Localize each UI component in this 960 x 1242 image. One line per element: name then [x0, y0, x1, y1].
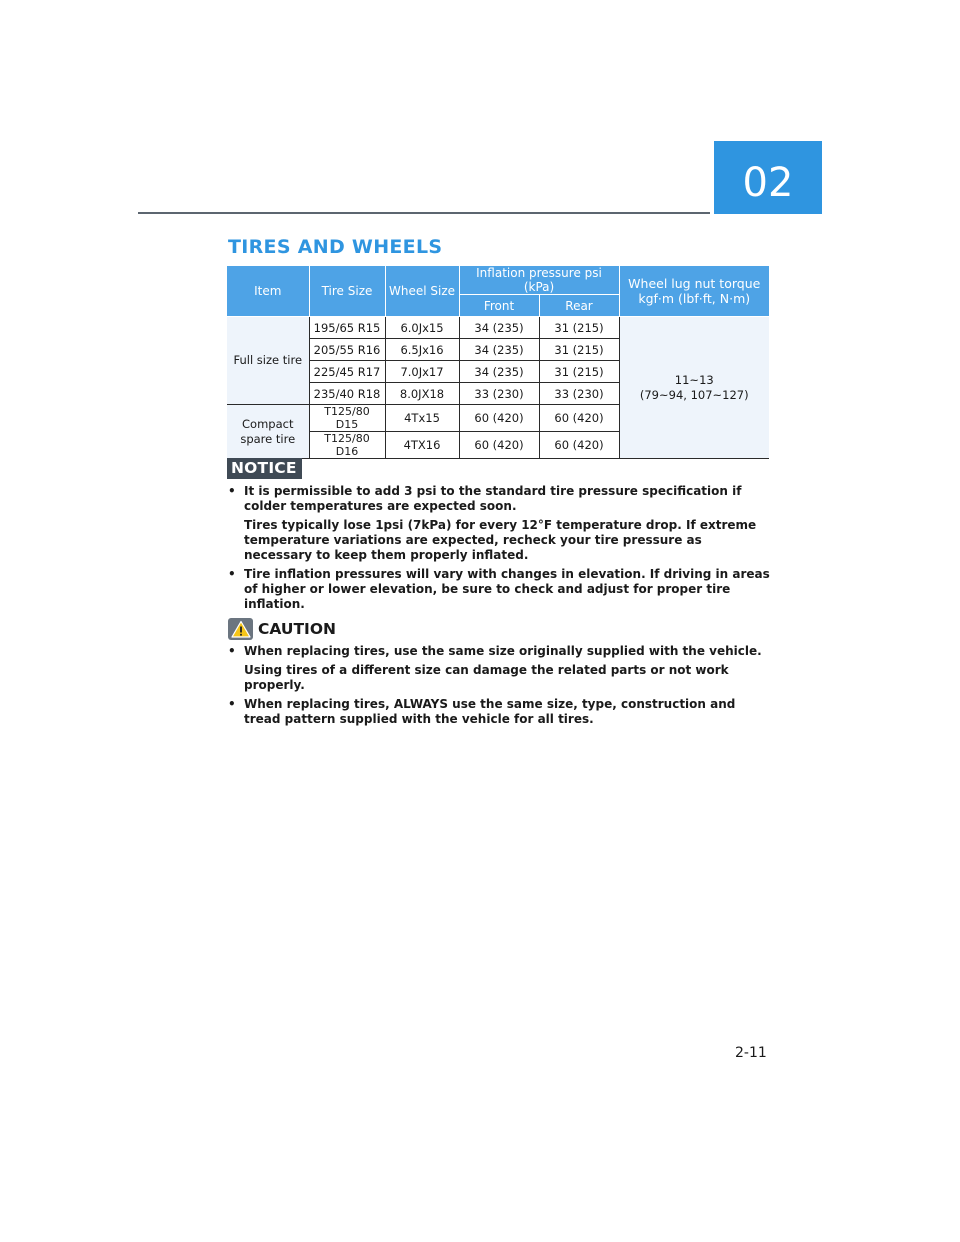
caution-text: When replacing tires, ALWAYS use the same size, type, construction and tread pattern supplied with the vehicle for all tires. — [244, 697, 736, 726]
caution-text: When replacing tires, use the same size originally supplied with the vehicle. — [244, 644, 762, 658]
cell-rear: 31 (215) — [539, 339, 619, 361]
cell-wheel: 6.5Jx16 — [385, 339, 459, 361]
cell-wheel: 6.0Jx15 — [385, 317, 459, 339]
cell-rear: 33 (230) — [539, 383, 619, 405]
cell-front: 60 (420) — [459, 405, 539, 432]
cell-rear: 60 (420) — [539, 405, 619, 432]
cell-wheel: 4Tx15 — [385, 405, 459, 432]
cell-tire: 235/40 R18 — [309, 383, 385, 405]
header-inflation: Inflation pressure psi (kPa) — [459, 266, 619, 295]
notice-text: It is permissible to add 3 psi to the standard tire pressure specification if colder temperatures are expected soon. — [244, 484, 742, 513]
cell-rear: 60 (420) — [539, 432, 619, 459]
bullet-dot: • — [228, 567, 236, 581]
notice-text-extra: Tires typically lose 1psi (7kPa) for every 12°F temperature drop. If extreme temperature variations are expected, recheck your tire pressure as necessary to keep them properly inflated. — [244, 518, 757, 562]
list-item — [228, 484, 773, 563]
list-item — [228, 697, 773, 727]
caution-label: CAUTION — [258, 620, 336, 638]
cell-rear: 31 (215) — [539, 361, 619, 383]
list-item — [228, 567, 773, 612]
caution-header — [228, 618, 336, 640]
header-rear: Rear — [539, 295, 619, 317]
group-full-size: Full size tire — [227, 317, 309, 405]
list-item — [228, 644, 773, 693]
cell-tire: 195/65 R15 — [309, 317, 385, 339]
torque-line1: 11~13 — [674, 372, 714, 387]
header-torque: Wheel lug nut torque kgf·m (lbf·ft, N·m) — [619, 266, 769, 317]
cell-front: 34 (235) — [459, 361, 539, 383]
chapter-number: 02 — [742, 159, 794, 206]
torque-line2: (79~94, 107~127) — [639, 387, 749, 402]
cell-tire: T125/80 D16 — [309, 432, 385, 459]
chapter-divider-line — [138, 212, 710, 214]
bullet-dot: • — [228, 484, 236, 498]
caution-text-extra: Using tires of a different size can damage the related parts or not work properly. — [244, 663, 729, 692]
cell-front: 34 (235) — [459, 317, 539, 339]
cell-front: 34 (235) — [459, 339, 539, 361]
header-wheel-size: Wheel Size — [385, 266, 459, 317]
notice-list — [228, 484, 773, 616]
cell-front: 33 (230) — [459, 383, 539, 405]
cell-tire: 205/55 R16 — [309, 339, 385, 361]
tire-spec-table — [227, 266, 769, 459]
header-tire-size: Tire Size — [309, 266, 385, 317]
notice-badge: NOTICE — [227, 458, 302, 479]
cell-wheel: 4TX16 — [385, 432, 459, 459]
cell-front: 60 (420) — [459, 432, 539, 459]
cell-tire: T125/80 D15 — [309, 405, 385, 432]
bullet-dot: • — [228, 697, 236, 711]
cell-wheel: 8.0JX18 — [385, 383, 459, 405]
header-item: Item — [227, 266, 309, 317]
bullet-dot: • — [228, 644, 236, 658]
chapter-tab — [714, 141, 822, 214]
cell-torque — [619, 317, 769, 459]
group-compact-spare: Compact spare tire — [227, 405, 309, 459]
notice-text: Tire inflation pressures will vary with changes in elevation. If driving in areas of higher or lower elevation, be sure to check and adjust for proper tire inflation. — [244, 567, 770, 611]
cell-tire: 225/45 R17 — [309, 361, 385, 383]
header-front: Front — [459, 295, 539, 317]
cell-wheel: 7.0Jx17 — [385, 361, 459, 383]
warning-triangle-icon — [228, 618, 253, 640]
caution-list — [228, 644, 773, 731]
page-number: 2-11 — [735, 1045, 767, 1061]
cell-rear: 31 (215) — [539, 317, 619, 339]
table-row — [227, 317, 769, 339]
section-title: TIRES AND WHEELS — [228, 236, 443, 258]
